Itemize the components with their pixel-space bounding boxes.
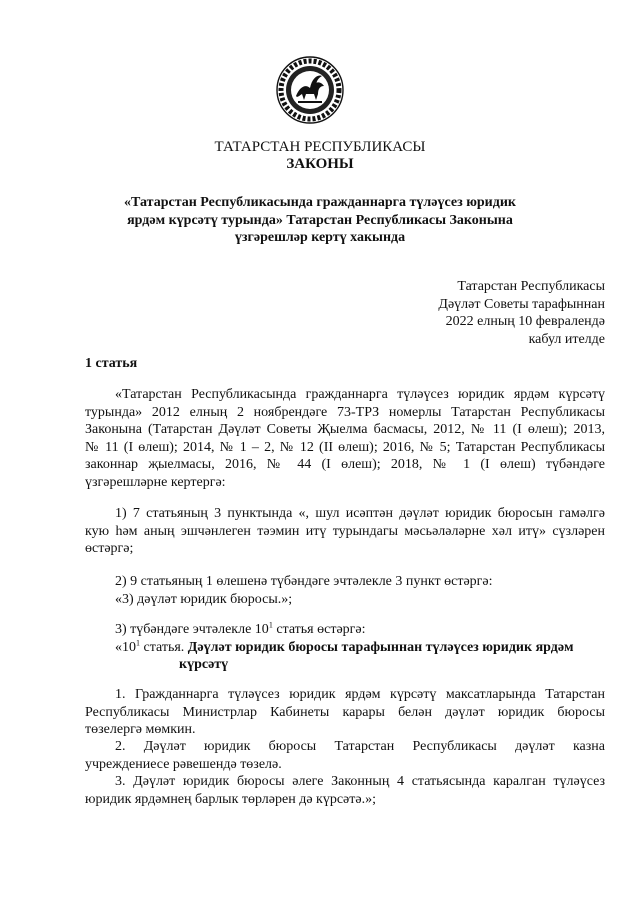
article-intro (85, 386, 605, 491)
text-line: № 11 (I өлеш); 2014, № 1 – 2, № 12 (II өлеш); 2016, № 5; Татарстан Республикасы (85, 439, 605, 455)
text-fragment: 3) түбәндәге эчтәлекле 10 (115, 622, 269, 637)
coat-of-arms-emblem (276, 56, 344, 124)
text-line: 2. Дәүләт юридик бюросы Татарстан Республикасы дәүләт казна (115, 739, 605, 754)
adoption-line: Дәүләт Советы тарафыннан (438, 296, 605, 312)
text-line: өстәргә; (85, 541, 134, 556)
text-line: 1) 7 статьяның 3 пунктында «, шул исәптән дәүләт юридик бюросын гамәлгә (115, 506, 605, 521)
text-line: кую һәм аның эшчәнлеген тәэмин итү турындагы мәсьәләләрне хәл итү» сүзләрен (85, 523, 605, 539)
text-line: турында» 2012 елның 2 ноябрендәге 73-ТРЗ номерлы Татарстан Республикасы (85, 404, 605, 420)
adoption-line: кабул ителде (528, 331, 605, 347)
adoption-line: 2022 елның 10 февралендә (445, 314, 605, 329)
text-line: үзгәрешләрне кертергә: (85, 474, 226, 490)
text-line: Законына (Татарстан Дәүләт Советы Җыелма басмасы, 2012, № 11 (I өлеш); 2013, (85, 422, 605, 437)
adoption-line: Татарстан Республикасы (457, 279, 605, 294)
text-fragment: «10 (115, 639, 136, 655)
text-line: «3) дәүләт юридик бюросы.»; (115, 591, 293, 607)
superscript: 1 (136, 637, 140, 647)
adoption-block (438, 278, 605, 348)
text-line: «Татарстан Республикасында гражданнарга түләүсез юридик ярдәм күрсәтү (115, 387, 605, 402)
text-line: 2) 9 статьяның 1 өлешенә түбәндәге эчтәлекле 3 пункт өстәргә: (115, 574, 493, 589)
header-republic: ТАТАРСТАН РЕСПУБЛИКАСЫ (214, 139, 426, 155)
amendment-item-2 (85, 573, 605, 608)
new-article-point-2 (85, 738, 605, 773)
text-fragment: статья өстәргә: (272, 622, 366, 637)
header-law: ЗАКОНЫ (286, 156, 354, 172)
new-article-title: Дәүләт юридик бюросы тарафыннан түләүсез юридик ярдәм (187, 639, 574, 655)
law-title-line: ярдәм күрсәтү турында» Татарстан Республикасы Законына (127, 212, 513, 228)
new-article-point-3 (85, 773, 605, 808)
new-article-title-cont: күрсәтү (179, 657, 229, 672)
law-title-line: «Татарстан Республикасында гражданнарга түләүсез юридик (124, 195, 516, 210)
text-line: 3. Дәүләт юридик бюросы әлеге Законның 4 статьясында каралган түләүсез (115, 774, 605, 789)
superscript: 1 (268, 620, 273, 630)
new-article-point-1 (85, 686, 605, 739)
text-fragment: статья. (140, 639, 188, 655)
text-line: Республикасы Министрлар Кабинеты карары белән дәүләт юридик бюросы (85, 704, 605, 720)
law-title-line: үзгәрешләр кертү хакында (234, 230, 406, 245)
text-line: төзелергә мөмкин. (85, 722, 196, 737)
text-line: юридик ярдәмнең барлык төрләрен дә күрсәтә.»; (85, 791, 376, 807)
amendment-item-1 (85, 505, 605, 558)
text-line (85, 621, 605, 639)
text-line: 1. Гражданнарга түләүсез юридик ярдәм күрсәтү максатларында Татарстан (115, 687, 605, 702)
text-line: учреждениесе рәвешендә төзелә. (85, 756, 282, 772)
law-title (120, 194, 520, 247)
new-article-heading (85, 639, 605, 657)
article-heading: 1 статья (85, 356, 138, 371)
amendment-item-3 (85, 621, 605, 674)
text-line: законнар җыелмасы, 2016, № 44 (I өлеш); 2018, № 1 (I өлеш) түбәндәге (85, 457, 605, 472)
